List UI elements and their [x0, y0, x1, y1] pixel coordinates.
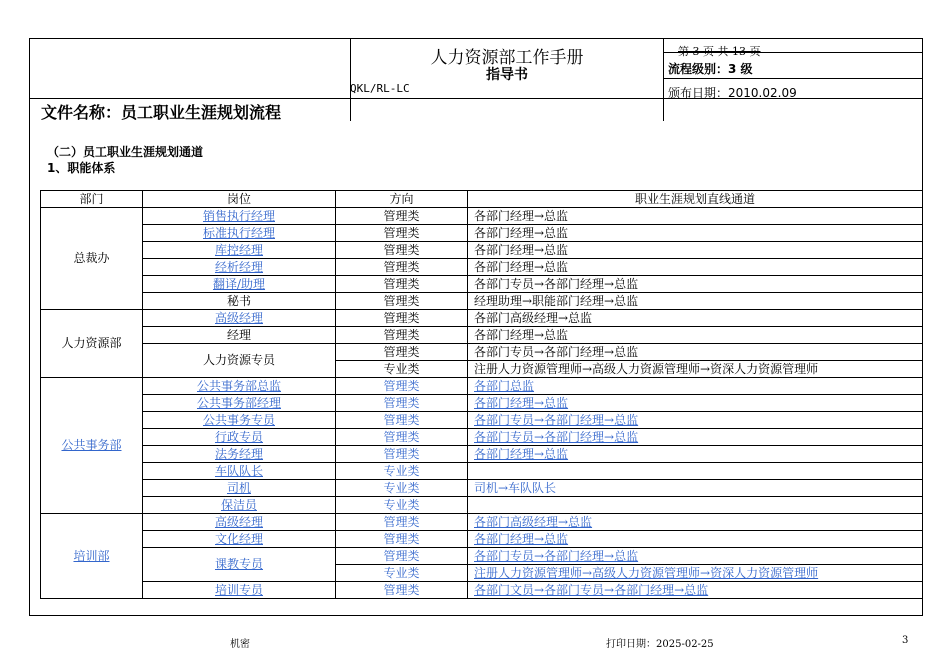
- table-row: [41, 446, 923, 463]
- path-link[interactable]: 注册人力资源管理师→高级人力资源管理师→资深人力资源管理师: [474, 565, 819, 580]
- direction-cell: 管理类: [336, 395, 468, 412]
- path-cell: 各部门经理→总监: [468, 259, 923, 276]
- direction-cell: 管理类: [336, 327, 468, 344]
- page-info: 第 3 页 共 13 页: [678, 45, 761, 58]
- direction-cell: 专业类: [336, 361, 468, 378]
- issue-date: 颁布日期：2010.02.09: [668, 86, 797, 100]
- direction-cell: 专业类: [336, 463, 468, 480]
- footer-print-date: 打印日期：2025-02-25: [606, 639, 714, 650]
- dept-president-office: 总裁办: [41, 208, 143, 310]
- path-cell: 司机→车队队长: [468, 480, 923, 497]
- position-link[interactable]: 销售执行经理: [202, 208, 275, 223]
- direction-cell: 管理类: [336, 378, 468, 395]
- process-level: 流程级别：3 级: [668, 62, 753, 76]
- table-row: [41, 225, 923, 242]
- path-cell: 经理助理→职能部门经理→总监: [468, 293, 923, 310]
- header-position: 岗位: [143, 191, 336, 208]
- position-link[interactable]: 行政专员: [214, 429, 263, 444]
- header-department: 部门: [41, 191, 143, 208]
- document-name: 文件名称：员工职业生涯规划流程: [41, 103, 282, 122]
- direction-cell: 管理类: [336, 276, 468, 293]
- position-link[interactable]: 公共事务部总监: [196, 378, 281, 393]
- position-link[interactable]: 培训专员: [214, 582, 263, 597]
- path-link[interactable]: 各部门经理→总监: [474, 446, 569, 461]
- table-row: [41, 463, 923, 480]
- position-link[interactable]: 标准执行经理: [202, 225, 275, 240]
- table-row: [41, 514, 923, 531]
- path-cell: 各部门经理→总监: [468, 327, 923, 344]
- table-row: [41, 412, 923, 429]
- path-cell: 各部门经理→总监: [468, 225, 923, 242]
- path-cell: 注册人力资源管理师→高级人力资源管理师→资深人力资源管理师: [468, 361, 923, 378]
- path-link[interactable]: 各部门文员→各部门专员→各部门经理→总监: [474, 582, 709, 597]
- path-link[interactable]: 各部门经理→总监: [474, 395, 569, 410]
- position-link[interactable]: 公共事务部经理: [196, 395, 281, 410]
- direction-cell: 管理类: [336, 446, 468, 463]
- direction-cell: 管理类: [336, 259, 468, 276]
- footer-page-number: 3: [902, 635, 909, 646]
- position-link[interactable]: 车队队长: [214, 463, 263, 478]
- table-row: [41, 480, 923, 497]
- direction-cell: 管理类: [336, 208, 468, 225]
- path-cell: [468, 463, 923, 480]
- position-cell: 经理: [143, 327, 336, 344]
- section-heading: （二）员工职业生涯规划通道: [47, 145, 204, 159]
- table-row: [41, 293, 923, 310]
- path-cell: 各部门高级经理→总监: [468, 310, 923, 327]
- table-row: [41, 242, 923, 259]
- dept-hr: 人力资源部: [41, 310, 143, 378]
- section-subheading: 1、职能体系: [47, 161, 116, 175]
- path-link[interactable]: 各部门专员→各部门经理→总监: [474, 412, 639, 427]
- table-row: [41, 276, 923, 293]
- table-row: [41, 497, 923, 514]
- dept-public-affairs-link[interactable]: 公共事务部: [61, 438, 122, 452]
- table-row: [41, 208, 923, 225]
- direction-cell: 管理类: [336, 429, 468, 446]
- header-career-path: 职业生涯规划直线通道: [468, 191, 923, 208]
- path-link[interactable]: 各部门经理→总监: [474, 531, 569, 546]
- header-meta-line-2: [663, 78, 923, 79]
- table-row: [41, 310, 923, 327]
- table-row: [41, 378, 923, 395]
- path-cell: [468, 497, 923, 514]
- position-link[interactable]: 法务经理: [214, 446, 263, 461]
- footer-confidential: 机密: [230, 639, 250, 650]
- path-cell: 各部门专员→各部门经理→总监: [468, 276, 923, 293]
- direction-cell: 管理类: [336, 582, 468, 599]
- path-link[interactable]: 各部门高级经理→总监: [474, 514, 593, 529]
- path-cell: 各部门经理→总监: [468, 242, 923, 259]
- direction-cell: 管理类: [336, 242, 468, 259]
- direction-cell: 管理类: [336, 412, 468, 429]
- manual-title: 人力资源部工作手册: [430, 48, 584, 68]
- table-row: [41, 429, 923, 446]
- position-link[interactable]: 司机: [226, 480, 251, 495]
- position-link[interactable]: 库控经理: [214, 242, 263, 257]
- table-row: [41, 531, 923, 548]
- position-link[interactable]: 课教专员: [214, 557, 263, 571]
- direction-cell: 管理类: [336, 548, 468, 565]
- direction-cell: 管理类: [336, 531, 468, 548]
- position-link[interactable]: 公共事务专员: [202, 412, 275, 427]
- table-row: [41, 259, 923, 276]
- direction-cell: 管理类: [336, 293, 468, 310]
- path-link[interactable]: 各部门专员→各部门经理→总监: [474, 429, 639, 444]
- direction-cell: 管理类: [336, 310, 468, 327]
- direction-cell: 专业类: [336, 480, 468, 497]
- position-link[interactable]: 翻译/助理: [212, 276, 266, 291]
- manual-subtitle: 指导书: [486, 67, 528, 83]
- career-path-table: [40, 190, 923, 599]
- position-link[interactable]: 经析经理: [214, 259, 263, 274]
- path-cell: 各部门经理→总监: [468, 208, 923, 225]
- table-row: [41, 582, 923, 599]
- direction-cell: 专业类: [336, 497, 468, 514]
- dept-training-link[interactable]: 培训部: [73, 548, 110, 563]
- direction-cell: 管理类: [336, 514, 468, 531]
- position-link[interactable]: 保洁员: [220, 497, 257, 512]
- document-code: QKL/RL-LC: [350, 82, 410, 95]
- header-direction: 方向: [336, 191, 468, 208]
- position-cell: 秘书: [143, 293, 336, 310]
- table-header-row: [41, 191, 923, 208]
- direction-cell: 管理类: [336, 225, 468, 242]
- path-link[interactable]: 各部门专员→各部门经理→总监: [474, 548, 639, 563]
- table-row: [41, 344, 923, 361]
- path-cell: 各部门专员→各部门经理→总监: [468, 344, 923, 361]
- header-divider-right: [663, 38, 664, 121]
- position-link[interactable]: 高级经理: [214, 310, 263, 325]
- path-link[interactable]: 各部门总监: [474, 378, 535, 393]
- table-row: [41, 548, 923, 565]
- direction-cell: 专业类: [336, 565, 468, 582]
- position-link[interactable]: 文化经理: [214, 531, 263, 546]
- position-cell: 人力资源专员: [143, 344, 336, 378]
- table-row: [41, 395, 923, 412]
- position-link[interactable]: 高级经理: [214, 514, 263, 529]
- table-row: [41, 327, 923, 344]
- direction-cell: 管理类: [336, 344, 468, 361]
